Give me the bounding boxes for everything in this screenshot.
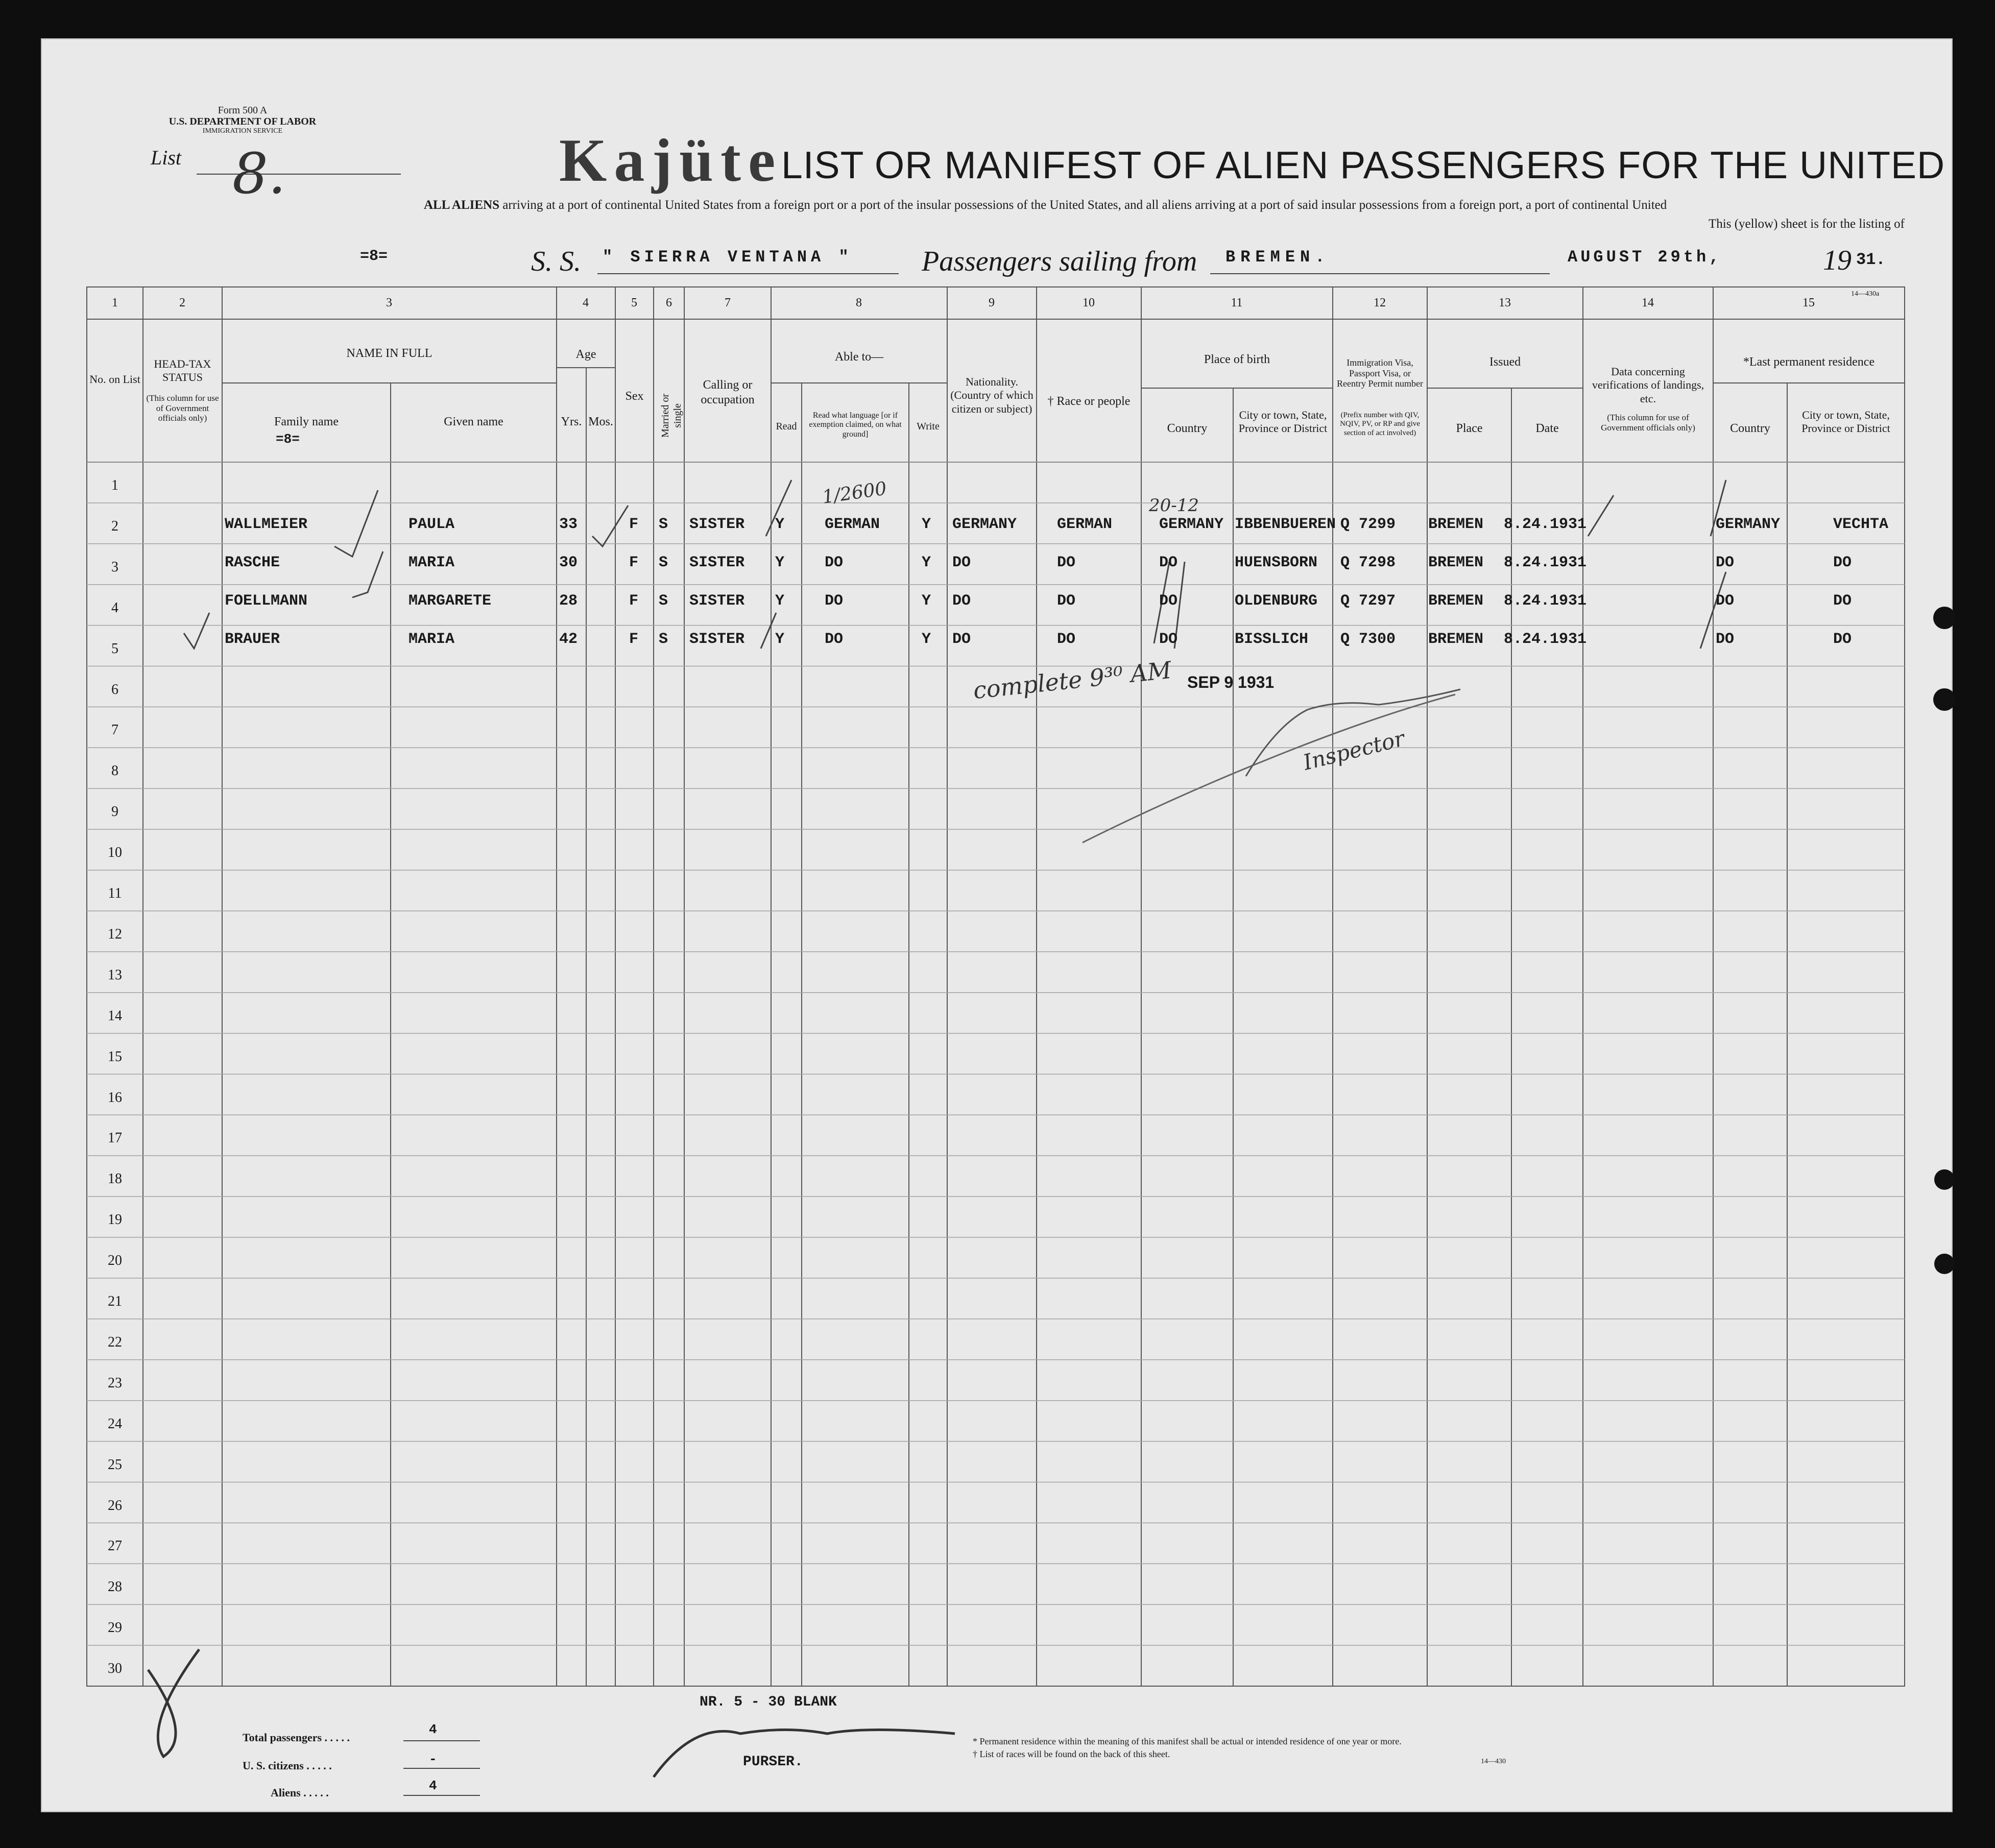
issue-place: BREMEN (1428, 631, 1484, 648)
row-number: 16 (108, 1089, 122, 1106)
row-number: 24 (108, 1415, 122, 1432)
header-no-on-list: No. on List (89, 373, 140, 386)
header-read: Read (776, 421, 797, 432)
row-number: 5 (111, 640, 118, 657)
race: DO (1057, 554, 1076, 571)
row-number: 26 (108, 1497, 122, 1514)
footer-form-ref: 14—430 (1481, 1758, 1506, 1765)
total-passengers-label: Total passengers . . . . . (243, 1731, 350, 1744)
race: GERMAN (1057, 516, 1113, 533)
list-label: List (151, 146, 182, 169)
aliens-label: Aliens . . . . . (271, 1786, 329, 1799)
given-name: MARIA (408, 554, 455, 571)
column-number: 1 (112, 296, 118, 309)
marital-status: S (659, 554, 668, 571)
given-name: MARGARETE (408, 592, 492, 610)
column-number: 14 (1642, 296, 1654, 309)
purser-signature (654, 1730, 955, 1778)
can-write: Y (922, 516, 931, 533)
departure-port: BREMEN. (1225, 248, 1330, 267)
service-name: IMMIGRATION SERVICE (202, 127, 283, 135)
visa-number: Q 7299 (1340, 516, 1396, 533)
manifest-title: LIST OR MANIFEST OF ALIEN PASSENGERS FOR THE UNITED (781, 143, 1945, 186)
row-number: 11 (108, 885, 122, 901)
can-write: Y (922, 554, 931, 571)
inspector-signature-stroke (1083, 694, 1455, 843)
issue-date: 8.24.1931 (1504, 554, 1587, 571)
row-number: 30 (108, 1661, 122, 1677)
column-number: 9 (989, 296, 995, 309)
issue-place: BREMEN (1428, 516, 1484, 533)
nationality: DO (952, 631, 971, 648)
inspector-title: Inspector (1301, 726, 1407, 775)
issue-place: BREMEN (1428, 554, 1484, 571)
us-citizens-text: U. S. citizens (243, 1759, 304, 1772)
subtitle-text: arriving at a port of continental United States from a foreign port or a port of the insular possessions of the United States, and all aliens arriving at a port of said insular possessions from a foreign port, a port of continental United (502, 198, 1667, 212)
row-number: 3 (111, 559, 118, 575)
subtitle-line2: This (yellow) sheet is for the listing of (1709, 217, 1905, 231)
residence-city: VECHTA (1833, 516, 1889, 533)
read-language: DO (825, 592, 844, 610)
column-number: 10 (1083, 296, 1095, 309)
occupation: SISTER (689, 631, 745, 648)
header-mos: Mos. (588, 415, 613, 428)
binder-hole (1933, 688, 1956, 711)
binder-hole (1934, 1169, 1955, 1190)
row-number: 21 (108, 1293, 122, 1309)
row-number: 27 (108, 1538, 122, 1554)
header-issued-place: Place (1456, 422, 1483, 435)
header-write: Write (917, 421, 940, 432)
header-sex: Sex (625, 390, 644, 403)
residence-city: DO (1833, 554, 1852, 571)
given-name: PAULA (408, 516, 455, 533)
age-years: 30 (559, 554, 578, 571)
check-mark (184, 613, 209, 649)
total-underline (403, 1740, 480, 1741)
footnote-residence: * Permanent residence within the meaning of this manifest shall be actual or intended residence of one year or more. (973, 1736, 1402, 1746)
handwritten-eight-mark (148, 1649, 199, 1757)
sex: F (629, 516, 639, 533)
header-given-name: Given name (444, 415, 503, 428)
column-number: 11 (1231, 296, 1243, 309)
sailing-label: Passengers sailing from (922, 246, 1197, 277)
birth-country: DO (1159, 554, 1178, 571)
header-data-note: (This column for use of Government officials only) (1601, 413, 1695, 433)
marital-status: S (659, 516, 668, 533)
column-number: 7 (725, 296, 731, 309)
issue-date: 8.24.1931 (1504, 631, 1587, 648)
row-number: 18 (108, 1171, 122, 1187)
handwritten-language-note: 1/2600 (821, 478, 888, 508)
binder-hole (1933, 607, 1956, 629)
aliens-underline (403, 1795, 480, 1796)
ss-label: S. S. (531, 246, 581, 277)
race: DO (1057, 592, 1076, 610)
row-number: 8 (111, 763, 118, 779)
residence-country: DO (1716, 554, 1735, 571)
can-read: Y (775, 516, 785, 533)
row-number: 9 (111, 804, 118, 820)
handwritten-birth-note: 20-12 (1149, 495, 1199, 516)
cabin-stamp: Kajüte (559, 126, 783, 194)
row-number: 12 (108, 926, 122, 942)
column-number: 3 (386, 296, 392, 309)
issue-place: BREMEN (1428, 592, 1484, 610)
race: DO (1057, 631, 1076, 648)
subtitle-bold: ALL ALIENS (424, 198, 499, 212)
header-age: Age (575, 348, 596, 361)
sex: F (629, 631, 639, 648)
header-form-ref: 14—430a (1851, 290, 1880, 298)
header-head-tax: HEAD-TAX STATUS (154, 357, 211, 384)
header-birth-country: Country (1167, 422, 1208, 435)
row-number: 25 (108, 1456, 122, 1473)
header-data-concerning: Data concerning verifications of landings, etc. (1592, 365, 1704, 405)
residence-country: GERMANY (1716, 516, 1781, 533)
row-number: 10 (108, 845, 122, 861)
row-number: 14 (108, 1007, 122, 1024)
list-number-handwritten: 8. (232, 141, 286, 206)
row-number: 17 (108, 1130, 122, 1146)
header-res-city: City or town, State, Province or District (1801, 409, 1890, 435)
header-family-name: Family name (274, 415, 339, 428)
header-able-to: Able to— (834, 350, 884, 364)
year-suffix: 31. (1856, 250, 1886, 269)
column-number: 2 (179, 296, 185, 309)
ship-name: " SIERRA VENTANA " (603, 248, 853, 267)
birth-country: DO (1159, 592, 1178, 610)
check-mark (352, 551, 383, 597)
residence-city: DO (1833, 631, 1852, 648)
family-name: FOELLMANN (225, 592, 308, 610)
header-issued: Issued (1489, 355, 1521, 369)
issue-date: 8.24.1931 (1504, 516, 1587, 533)
column-number: 4 (583, 296, 589, 309)
birth-city: IBBENBUEREN (1235, 516, 1336, 533)
departure-date: AUGUST 29th, (1568, 248, 1722, 267)
header-issued-date: Date (1535, 422, 1559, 435)
header-read-language: Read what language [or if exemption claimed, on what ground] (809, 411, 902, 439)
birth-city: OLDENBURG (1235, 592, 1318, 610)
form-number: Form 500 A (218, 105, 268, 116)
aliens-text: Aliens (271, 1786, 301, 1799)
us-citizens-value: - (429, 1751, 437, 1767)
row-number: 19 (108, 1212, 122, 1228)
family-name: BRAUER (225, 631, 280, 648)
can-read: Y (775, 554, 785, 571)
check-mark (592, 506, 628, 546)
nationality: DO (952, 592, 971, 610)
check-mark (761, 613, 776, 649)
can-read: Y (775, 631, 785, 648)
header-married-single: Married or single (660, 393, 683, 438)
header-name-in-full: NAME IN FULL (346, 347, 432, 360)
birth-city: BISSLICH (1235, 631, 1309, 648)
family-name: WALLMEIER (225, 516, 308, 533)
row-number: 7 (111, 722, 118, 738)
age-years: 28 (559, 592, 578, 610)
header-calling: Calling or occupation (701, 378, 755, 406)
can-write: Y (922, 631, 931, 648)
arrival-date-stamp: SEP 9 1931 (1187, 673, 1275, 691)
occupation: SISTER (689, 516, 745, 533)
occupation: SISTER (689, 592, 745, 610)
residence-country: DO (1716, 631, 1735, 648)
sex: F (629, 554, 639, 571)
issue-date: 8.24.1931 (1504, 592, 1587, 610)
family-name-sheet-number: =8= (276, 431, 300, 447)
check-mark (334, 490, 378, 557)
family-name: RASCHE (225, 554, 280, 571)
column-number: 12 (1374, 296, 1386, 309)
read-language: DO (825, 554, 844, 571)
read-language: GERMAN (825, 516, 880, 533)
column-number: 6 (666, 296, 672, 309)
row-number: 20 (108, 1253, 122, 1269)
header-place-of-birth: Place of birth (1204, 353, 1270, 366)
age-years: 42 (559, 631, 578, 648)
marital-status: S (659, 592, 668, 610)
total-passengers-value: 4 (429, 1722, 437, 1737)
footnote-races: † List of races will be found on the back of this sheet. (973, 1749, 1170, 1759)
binder-hole (1934, 1254, 1955, 1274)
column-number: 15 (1802, 296, 1815, 309)
age-years: 33 (559, 516, 578, 533)
header-last-residence: *Last permanent residence (1743, 355, 1875, 369)
row-number: 13 (108, 967, 122, 983)
header-visa-note: (Prefix number with QIV, NQIV, PV, or RP and give section of act involved) (1340, 411, 1420, 437)
column-number: 13 (1499, 296, 1511, 309)
department-name: U.S. DEPARTMENT OF LABOR (169, 116, 317, 127)
year-prefix: 19 (1823, 245, 1852, 276)
marital-status: S (659, 631, 668, 648)
row-number: 15 (108, 1048, 122, 1065)
birth-country: DO (1159, 631, 1178, 648)
visa-number: Q 7297 (1340, 592, 1396, 610)
can-write: Y (922, 592, 931, 610)
header-yrs: Yrs. (561, 415, 582, 428)
row-number: 28 (108, 1579, 122, 1595)
handwritten-complete-note: complete 9³⁰ AM (972, 656, 1173, 705)
total-passengers-text: Total passengers (243, 1731, 322, 1744)
residence-country: DO (1716, 592, 1735, 610)
row-number: 1 (111, 477, 118, 493)
header-res-country: Country (1730, 422, 1770, 435)
header-nationality: Nationality. (Country of which citizen or subject) (950, 375, 1033, 415)
row-number: 23 (108, 1375, 122, 1391)
citizens-underline (403, 1768, 480, 1769)
column-number: 8 (856, 296, 862, 309)
row-number: 22 (108, 1334, 122, 1350)
given-name: MARIA (408, 631, 455, 648)
header-head-tax-note: (This column for use of Government officials only) (146, 393, 219, 423)
nationality: GERMANY (952, 516, 1017, 533)
visa-number: Q 7300 (1340, 631, 1396, 648)
check-mark (1588, 495, 1614, 536)
row-number: 4 (111, 599, 118, 616)
nationality: DO (952, 554, 971, 571)
aliens-value: 4 (429, 1778, 437, 1793)
occupation: SISTER (689, 554, 745, 571)
row-number: 6 (111, 681, 118, 698)
row-number: 2 (111, 518, 118, 534)
header-visa: Immigration Visa, Passport Visa, or Reentry Permit number (1337, 357, 1423, 389)
sheet-number: =8= (360, 248, 388, 265)
visa-number: Q 7298 (1340, 554, 1396, 571)
header-birth-city: City or town, State, Province or District (1238, 409, 1328, 435)
column-number: 5 (631, 296, 637, 309)
can-read: Y (775, 592, 785, 610)
row-number: 29 (108, 1620, 122, 1636)
purser-label: PURSER. (743, 1754, 803, 1770)
us-citizens-label: U. S. citizens . . . . . (243, 1759, 332, 1772)
blank-rows-note: NR. 5 - 30 BLANK (700, 1694, 837, 1710)
header-race: † Race or people (1047, 395, 1131, 408)
residence-city: DO (1833, 592, 1852, 610)
sex: F (629, 592, 639, 610)
birth-city: HUENSBORN (1235, 554, 1318, 571)
birth-country: GERMANY (1159, 516, 1224, 533)
read-language: DO (825, 631, 844, 648)
